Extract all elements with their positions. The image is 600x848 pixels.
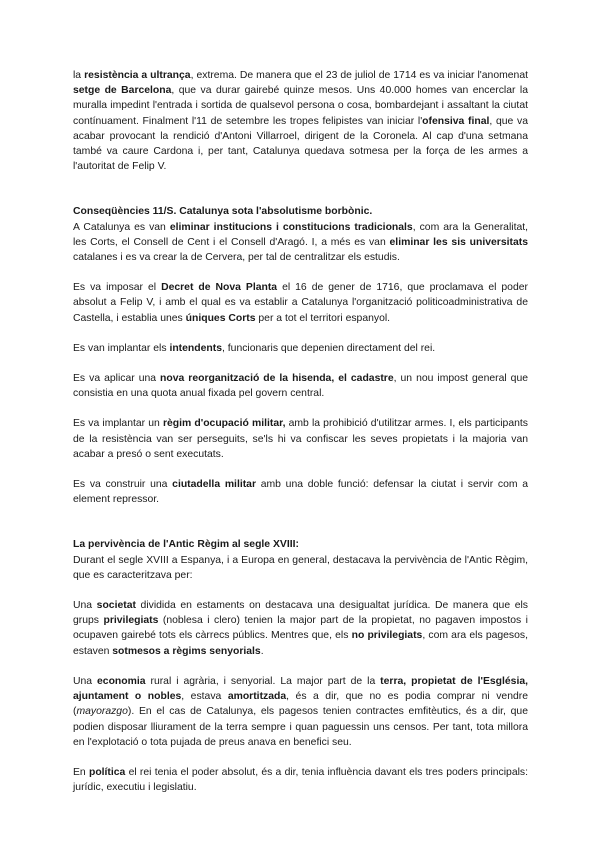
text: , un nou impost general que consistia en una quota anual fixada pel govern central. xyxy=(73,373,528,400)
text: dividida en estaments on destacava una desigualtat jurídica. De manera que els grups xyxy=(73,600,528,627)
bold-text: intendents xyxy=(169,342,222,354)
text: Es va imposar el xyxy=(73,282,162,294)
bold-text: no privilegiats xyxy=(351,630,423,642)
text: Una xyxy=(73,675,98,687)
text: Una xyxy=(73,600,97,612)
bold-text: eliminar les sis universitats xyxy=(389,236,528,248)
paragraph-politica xyxy=(73,765,528,795)
section-heading-antic-regim: La pervivència de l'Antic Règim al segle XVIII: xyxy=(73,539,299,551)
paragraph-institutions xyxy=(73,220,528,266)
text: Es va construir una xyxy=(73,479,173,491)
text: amb una doble funció: defensar la ciutat i servir com a element repressor. xyxy=(73,479,529,506)
bold-text: setge de Barcelona xyxy=(73,85,172,97)
paragraph-siege xyxy=(73,68,528,174)
text: , com ara la Generalitat, les Corts, el Consell de Cent i el Consell d'Aragó. I, a més es van xyxy=(73,221,529,248)
bold-text: ofensiva final xyxy=(422,115,490,127)
section-heading-consequences: Conseqüències 11/S. Catalunya sota l'absolutisme borbònic. xyxy=(73,206,373,218)
bold-text: Decret de Nova Planta xyxy=(161,282,278,294)
italic-text: mayorazgo xyxy=(76,706,128,718)
bold-text: terra, propietat de l'Església, ajuntament o nobles xyxy=(73,675,528,703)
text: En xyxy=(73,766,89,778)
text: ). En el cas de Catalunya, els pagesos tenien contractes emfitèutics, és a dir, que podien disposar lliurament de la terra sempre i quan paguessin uns censos. Per tant, tota millora en l'explotació o tota pujada de preus anava en benefici seu. xyxy=(73,706,528,748)
text: catalanes i es va crear la de Cervera, per tal de centralitzar els estudis. xyxy=(73,252,400,264)
bold-text: resistència a ultrança xyxy=(84,70,191,81)
text: el rei tenia el poder absolut, és a dir, tenia influència davant els tres poders principals: jurídic, executiu i legislatiu. xyxy=(73,766,528,794)
paragraph-intendents xyxy=(73,341,528,356)
text: , és a dir, que no es podia comprar ni vendre ( xyxy=(73,691,528,718)
paragraph-intro: Durant el segle XVIII a Espanya, i a Europa en general, destacava la pervivència de l'Antic Règim, que es caracteritzava per: xyxy=(73,554,528,581)
document-page xyxy=(73,68,528,795)
text: Es va implantar un xyxy=(73,418,163,430)
text: Es van implantar els xyxy=(73,342,170,354)
bold-text: privilegiats xyxy=(103,615,159,627)
text: , funcionaris que depenien directament del rei. xyxy=(222,342,436,354)
text: . xyxy=(260,645,264,657)
text: Es va aplicar una xyxy=(73,373,161,385)
text: , extrema. De manera que el 23 de juliol de 1714 es va iniciar l'anomenat xyxy=(190,70,528,81)
bold-text: règim d'ocupació militar, xyxy=(162,418,286,430)
bold-text: societat xyxy=(96,600,136,612)
text: , que va durar gairebé quinze mesos. Uns 40.000 homes van encerclar la muralla impedint l'entrada i sortida de qualsevol persona o cosa, bombardejant i assaltant la ciutat contínuament. Finalment l'11 de setembre les tropes felipistes van iniciar l' xyxy=(73,85,528,127)
text: rural i agrària, i senyorial. La major part de la xyxy=(145,675,381,687)
bold-text: sotmesos a règims senyorials xyxy=(112,645,261,657)
text: , com ara els pagesos, estaven xyxy=(73,630,528,657)
bold-text: ciutadella militar xyxy=(172,479,257,491)
bold-text: eliminar institucions i constitucions tradicionals xyxy=(169,221,413,233)
paragraph-nova-planta xyxy=(73,280,528,326)
bold-text: amortitzada xyxy=(227,691,287,703)
paragraph-societat xyxy=(73,598,528,659)
text: per a tot el territori espanyol. xyxy=(255,312,391,324)
bold-text: úniques Corts xyxy=(185,312,256,324)
bold-text: economia xyxy=(97,675,146,687)
text: (noblesa i clero) tenien la major part de la propietat, no pagaven impostos i ocupaven gairebé tots els càrrecs públics. Mentres que, els xyxy=(73,615,528,642)
paragraph-ciutadella xyxy=(73,477,528,507)
text: A Catalunya es van xyxy=(73,221,170,233)
text: , que va acabar provocant la rendició d'Antoni Villarroel, dirigent de la Coronela. Al cap d'una setmana també va caure Cardona i, per tant, Catalunya quedava sotmesa per la força de les armes a l'autoritat de Felip V. xyxy=(73,115,528,173)
paragraph-economia xyxy=(73,674,528,750)
text: amb la prohibició d'utilitzar armes. I, els participants de la resistència van ser perseguits, se'ls hi va confiscar les seves propietats i la majoria van acabar a presó o sent executats. xyxy=(73,418,528,460)
text: el 16 de gener de 1716, que proclamava el poder absolut a Felip V, i amb el qual es va establir a Catalunya l'organització politicoadministrativa de Castella, i establia unes xyxy=(73,282,528,324)
text: la xyxy=(73,70,85,81)
paragraph-military xyxy=(73,416,528,462)
paragraph-hisenda xyxy=(73,371,528,401)
text: , estava xyxy=(181,691,228,703)
bold-text: nova reorganització de la hisenda, el cadastre xyxy=(160,373,394,385)
bold-text: política xyxy=(88,766,126,778)
